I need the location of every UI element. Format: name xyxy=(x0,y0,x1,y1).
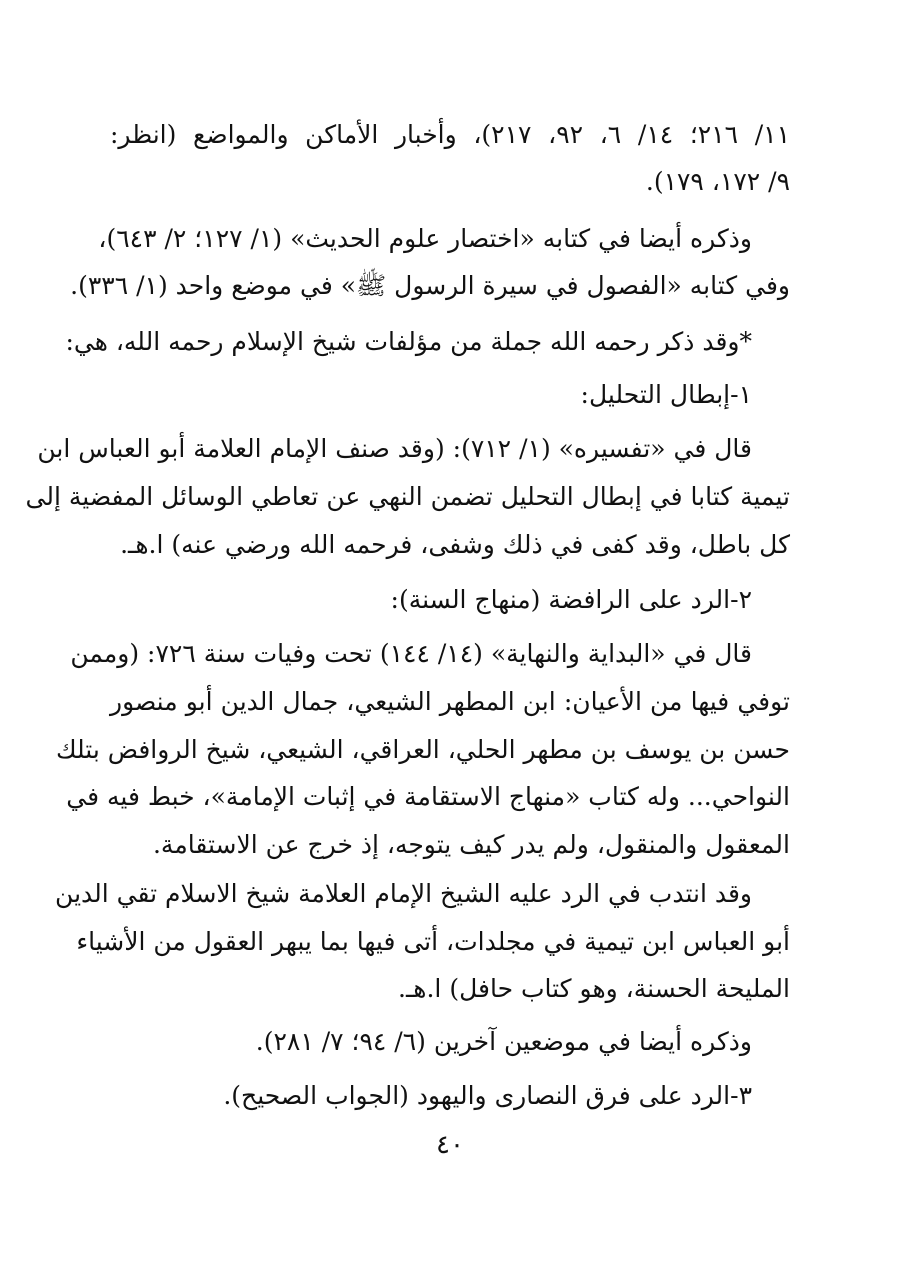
text-line: كل باطل، وقد كفى في ذلك وشفى، فرحمه الله ورضي عنه) ا.هـ. xyxy=(120,530,790,559)
section-heading: ٣-الرد على فرق النصارى واليهود (الجواب الصحيح). xyxy=(223,1081,752,1110)
text-line: وقد انتدب في الرد عليه الشيخ الإمام العلامة شيخ الاسلام تقي الدين xyxy=(55,879,752,908)
text-line: تيمية كتابا في إبطال التحليل تضمن النهي عن تعاطي الوسائل المفضية إلى xyxy=(25,482,790,511)
text-line: حسن بن يوسف بن مطهر الحلي، العراقي، الشيعي، شيخ الروافض بتلك xyxy=(55,735,790,764)
text-line: وفي كتابه «الفصول في سيرة الرسول ﷺ» في موضع واحد (١/ ٣٣٦). xyxy=(70,271,790,300)
text-line: *وقد ذكر رحمه الله جملة من مؤلفات شيخ الإسلام رحمه الله، هي: xyxy=(65,327,752,356)
text-line: قال في «البداية والنهاية» (١٤/ ١٤٤) تحت وفيات سنة ٧٢٦: (وممن xyxy=(70,639,752,668)
page xyxy=(25,0,791,1271)
section-heading: ٢-الرد على الرافضة (منهاج السنة): xyxy=(390,585,752,614)
text-line: توفي فيها من الأعيان: ابن المطهر الشيعي، جمال الدين أبو منصور xyxy=(110,687,790,716)
text-line: المعقول والمنقول، ولم يدر كيف يتوجه، إذ خرج عن الاستقامة. xyxy=(152,830,790,859)
text-line: المليحة الحسنة، وهو كتاب حافل) ا.هـ. xyxy=(398,974,790,1003)
text-line: وذكره أيضا في موضعين آخرين (٦/ ٩٤؛ ٧/ ٢٨١). xyxy=(255,1027,752,1056)
text-line: قال في «تفسيره» (١/ ٧١٢): (وقد صنف الإمام العلامة أبو العباس ابن xyxy=(37,434,752,463)
text-line: ١١/ ٢١٦؛ ١٤/ ٦، ٩٢، ٢١٧)، وأخبار الأماكن والمواضع (انظر: xyxy=(110,120,791,149)
text-line: ٩/ ١٧٢، ١٧٩). xyxy=(645,167,790,196)
text-line: أبو العباس ابن تيمية في مجلدات، أتى فيها بما يبهر العقول من الأشياء xyxy=(76,927,790,956)
text-line: وذكره أيضا في كتابه «اختصار علوم الحديث» (١/ ١٢٧؛ ٢/ ٦٤٣)، xyxy=(98,224,752,253)
section-heading: ١-إبطال التحليل: xyxy=(580,380,752,409)
page-number: ٤٠ xyxy=(436,1130,464,1160)
text-line: النواحي... وله كتاب «منهاج الاستقامة في إثبات الإمامة»، خبط فيه في xyxy=(66,782,790,811)
